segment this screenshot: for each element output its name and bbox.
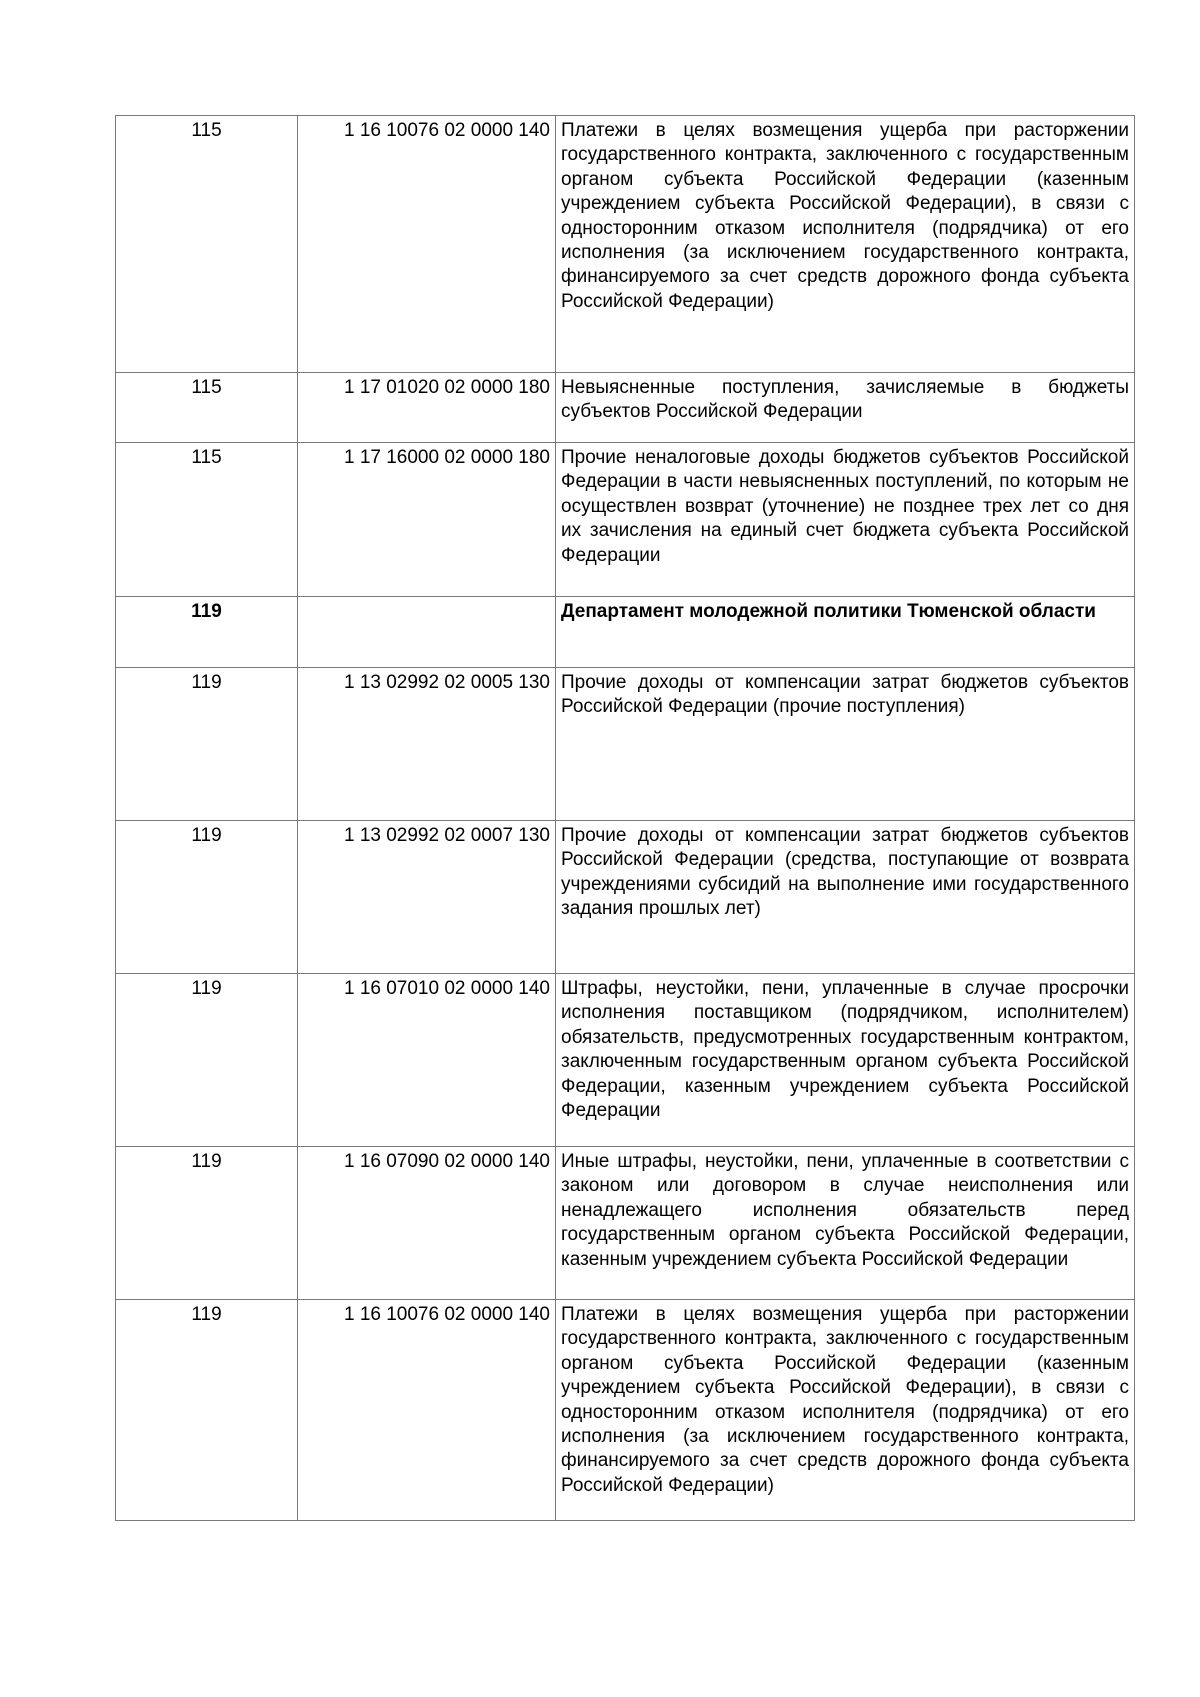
admin-code-cell: 119 (116, 1300, 298, 1521)
budget-classification-code-cell: 1 16 10076 02 0000 140 (298, 116, 556, 373)
admin-code-cell: 119 (116, 597, 298, 668)
admin-code-cell: 115 (116, 373, 298, 443)
table-row (116, 668, 1135, 821)
revenue-description-cell: Прочие доходы от компенсации затрат бюджетов субъектов Российской Федерации (прочие поступления) (556, 668, 1135, 821)
revenue-description-cell: Платежи в целях возмещения ущерба при расторжении государственного контракта, заключенного с государственным органом субъекта Российской Федерации (казенным учреждением субъекта Российской Федерации), в связи с односторонним отказом исполнителя (подрядчика) от его исполнения (за исключением государственного контракта, финансируемого за счет средств дорожного фонда субъекта Российской Федерации) (556, 116, 1135, 373)
admin-code-cell: 115 (116, 443, 298, 597)
budget-classification-code-cell: 1 17 16000 02 0000 180 (298, 443, 556, 597)
budget-classification-code-cell (298, 597, 556, 668)
budget-classification-code-cell: 1 13 02992 02 0005 130 (298, 668, 556, 821)
table-row (116, 116, 1135, 373)
table-row (116, 373, 1135, 443)
table-row (116, 1147, 1135, 1300)
revenue-description-cell: Штрафы, неустойки, пени, уплаченные в случае просрочки исполнения поставщиком (подрядчиком, исполнителем) обязательств, предусмотренных государственным контрактом, заключенным государственным органом субъекта Российской Федерации, казенным учреждением субъекта Российской Федерации (556, 974, 1135, 1147)
revenue-description-cell: Платежи в целях возмещения ущерба при расторжении государственного контракта, заключенного с государственным органом субъекта Российской Федерации (казенным учреждением субъекта Российской Федерации), в связи с односторонним отказом исполнителя (подрядчика) от его исполнения (за исключением государственного контракта, финансируемого за счет средств дорожного фонда субъекта Российской Федерации) (556, 1300, 1135, 1521)
table-row (116, 443, 1135, 597)
revenue-description-cell: Иные штрафы, неустойки, пени, уплаченные в соответствии с законом или договором в случае неисполнения или ненадлежащего исполнения обязательств перед государственным органом субъекта Российской Федерации, казенным учреждением субъекта Российской Федерации (556, 1147, 1135, 1300)
admin-code-cell: 119 (116, 821, 298, 974)
revenue-description-cell: Прочие неналоговые доходы бюджетов субъектов Российской Федерации в части невыясненных поступлений, по которым не осуществлен возврат (уточнение) не позднее трех лет со дня их зачисления на единый счет бюджета субъекта Российской Федерации (556, 443, 1135, 597)
table-row (116, 974, 1135, 1147)
budget-classification-code-cell: 1 16 10076 02 0000 140 (298, 1300, 556, 1521)
revenue-description-cell: Прочие доходы от компенсации затрат бюджетов субъектов Российской Федерации (средства, поступающие от возврата учреждениями субсидий на выполнение ими государственного задания прошлых лет) (556, 821, 1135, 974)
admin-code-cell: 119 (116, 668, 298, 821)
table-row (116, 1300, 1135, 1521)
admin-code-cell: 119 (116, 974, 298, 1147)
revenue-codes-table (115, 115, 1135, 1521)
revenue-description-cell: Невыясненные поступления, зачисляемые в бюджеты субъектов Российской Федерации (556, 373, 1135, 443)
budget-classification-code-cell: 1 16 07090 02 0000 140 (298, 1147, 556, 1300)
table-row (116, 821, 1135, 974)
admin-code-cell: 115 (116, 116, 298, 373)
department-name-cell: Департамент молодежной политики Тюменской области (556, 597, 1135, 668)
admin-code-cell: 119 (116, 1147, 298, 1300)
budget-classification-code-cell: 1 13 02992 02 0007 130 (298, 821, 556, 974)
budget-classification-code-cell: 1 17 01020 02 0000 180 (298, 373, 556, 443)
department-header-row (116, 597, 1135, 668)
budget-classification-code-cell: 1 16 07010 02 0000 140 (298, 974, 556, 1147)
